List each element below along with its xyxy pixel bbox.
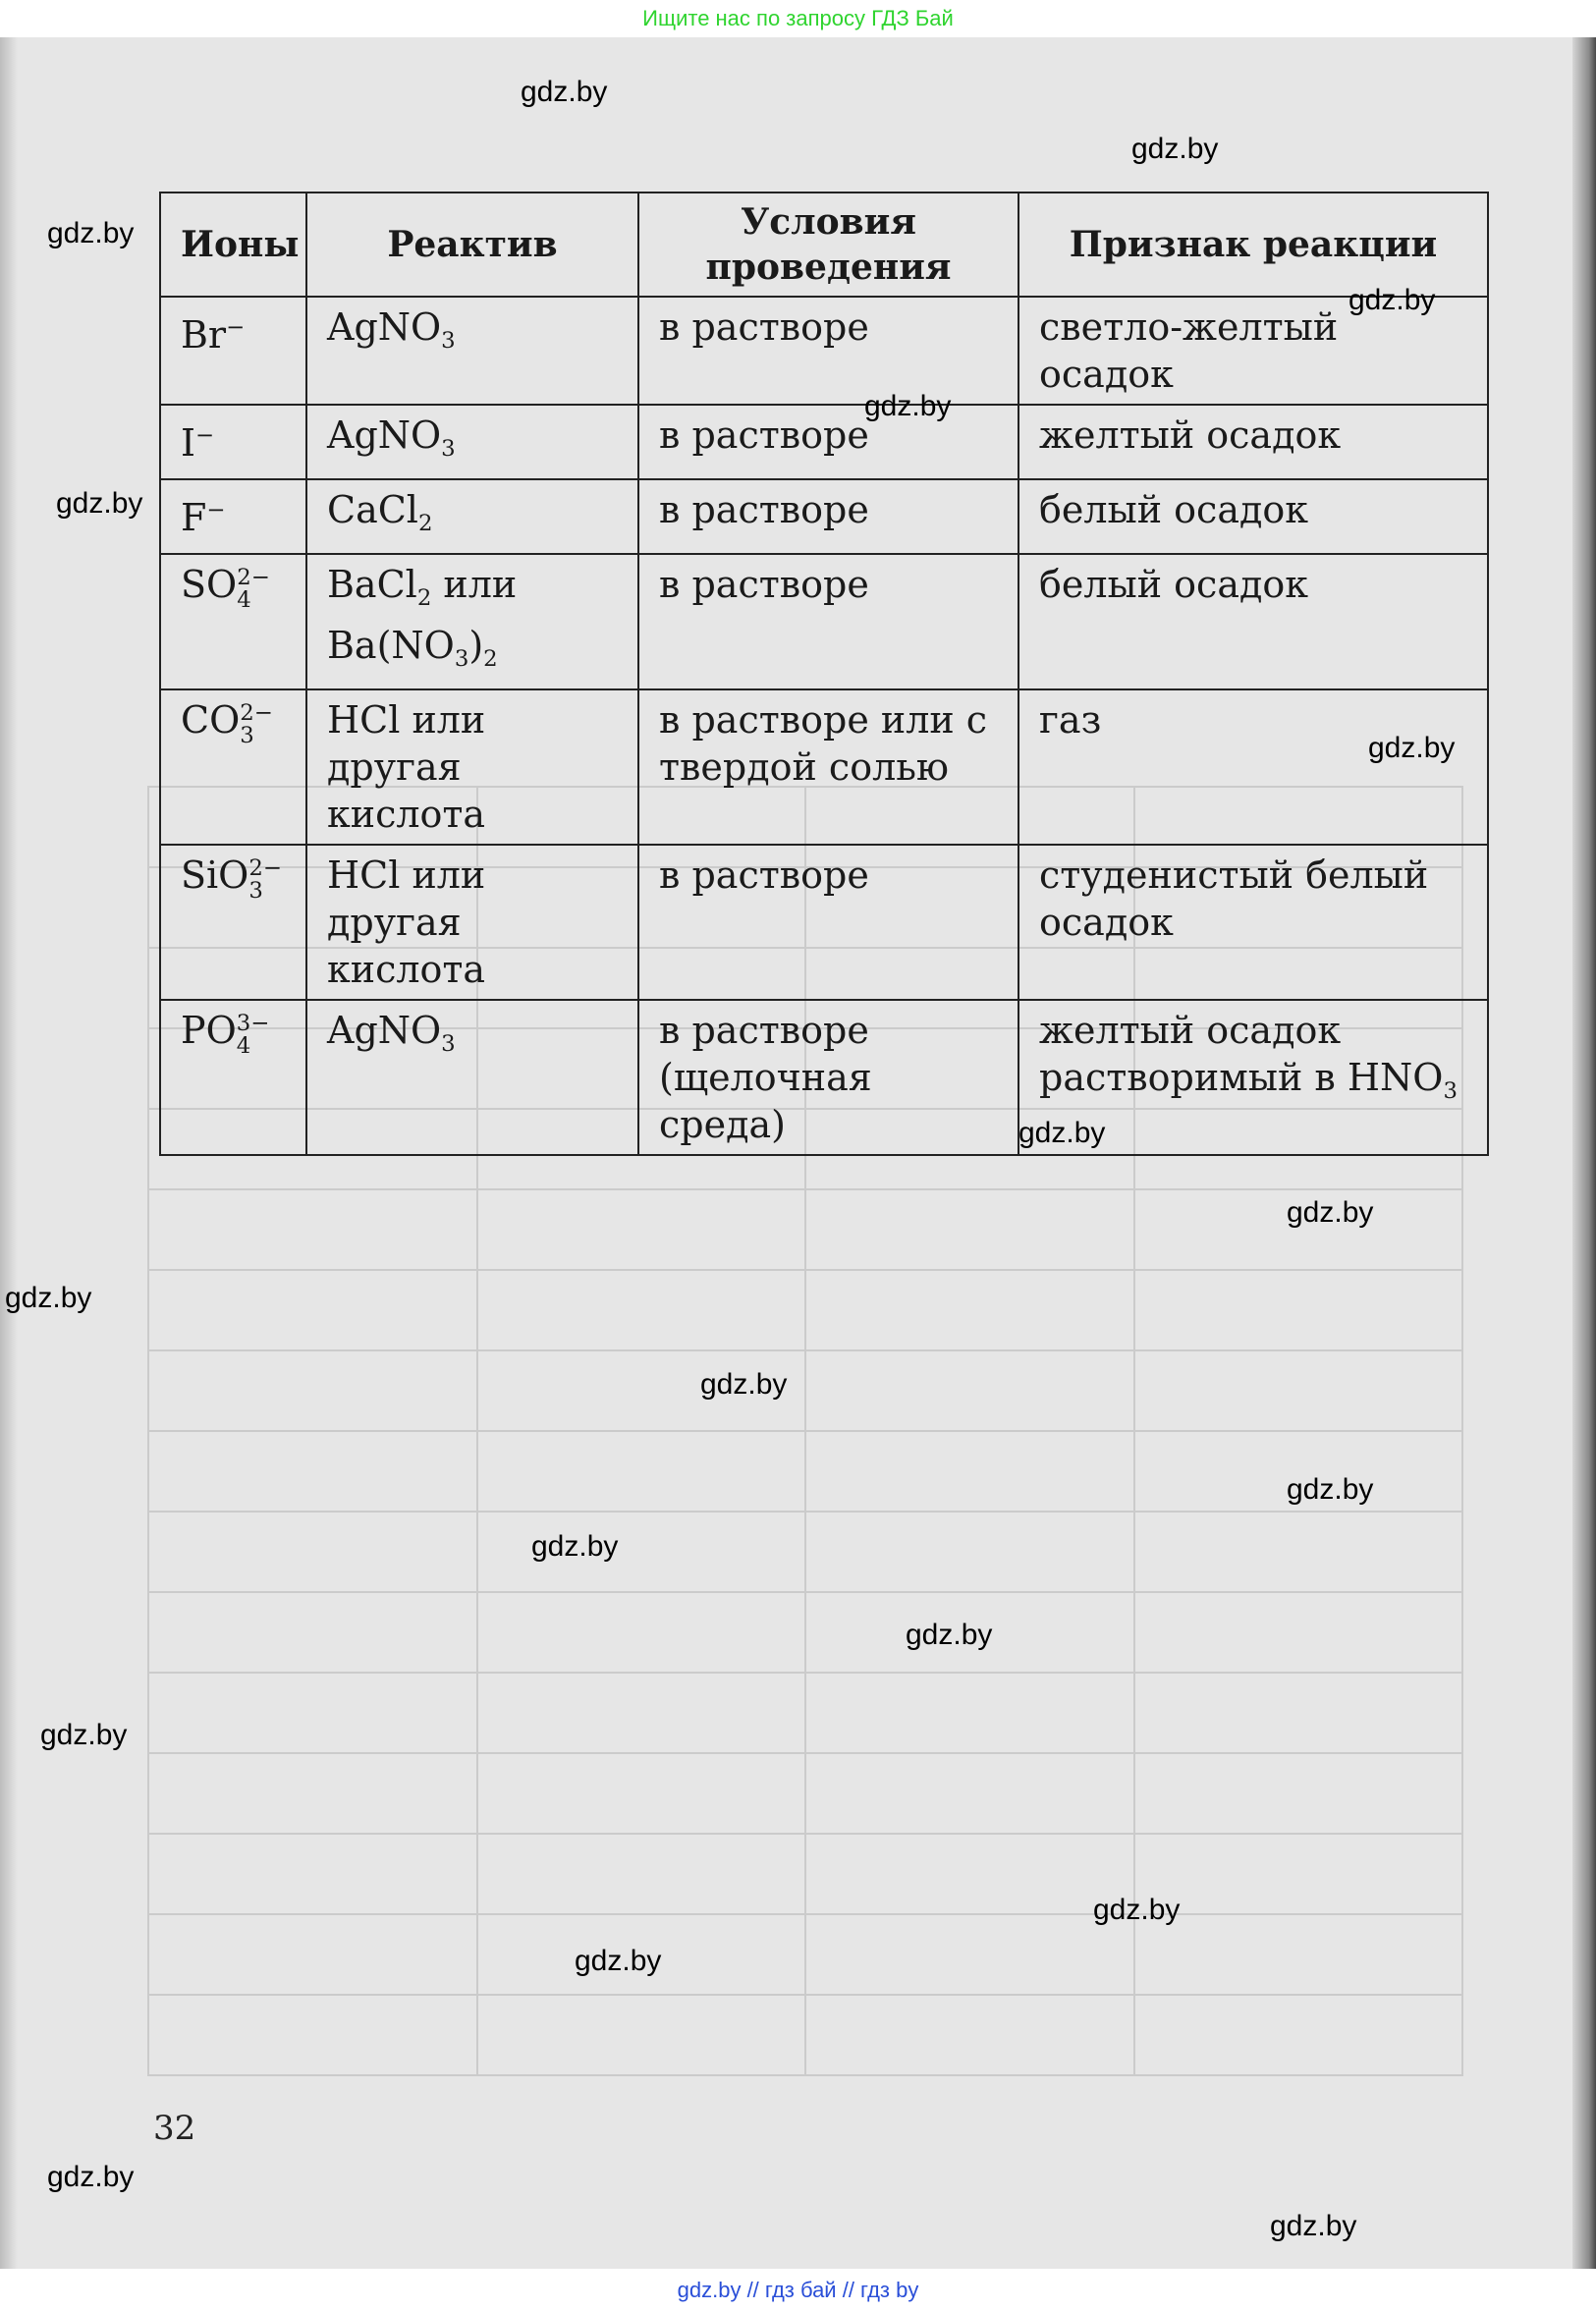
reaction-sign-text: светло-желтый осадок <box>1039 305 1339 396</box>
reaction-sign-text: желтый осадок <box>1039 413 1342 457</box>
table-row <box>160 845 1488 1000</box>
ion-formula: SiO <box>181 853 249 897</box>
ion-index: 3 <box>248 878 263 905</box>
reagent-text: AgNO <box>327 1008 442 1052</box>
reaction-sign-cell <box>1018 554 1488 689</box>
reagent-index: 2 <box>483 645 498 672</box>
page-number: 32 <box>153 2109 196 2148</box>
watermark: gdz.by <box>864 390 952 422</box>
ion-cell <box>160 554 306 689</box>
watermark: gdz.by <box>906 1619 993 1651</box>
ion-index: 3 <box>240 723 254 749</box>
watermark: gdz.by <box>1287 1473 1374 1506</box>
reagent-cell <box>306 689 638 845</box>
reagent-text: AgNO <box>327 413 442 457</box>
reagent-index: 2 <box>417 510 433 536</box>
ion-cell <box>160 405 306 479</box>
reagent-index: 2 <box>416 584 432 611</box>
watermark: gdz.by <box>40 1719 128 1751</box>
ion-cell <box>160 297 306 405</box>
header-ions: Ионы <box>160 193 306 297</box>
reagent-text: HCl или другая кислота <box>327 697 486 836</box>
table-row <box>160 1000 1488 1155</box>
ion-cell <box>160 689 306 845</box>
conditions-cell: в растворе или с твердой солью <box>638 689 1018 845</box>
table-row <box>160 479 1488 554</box>
top-banner: Ищите нас по запросу ГДЗ Бай <box>0 0 1596 37</box>
reagent-cell <box>306 297 638 405</box>
reaction-sign-text: желтый осадок растворимый в HNO <box>1039 1008 1444 1099</box>
watermark: gdz.by <box>1131 133 1219 165</box>
table-header-row <box>160 193 1488 297</box>
reagent-index: 3 <box>441 1030 456 1057</box>
reagent-text: ) <box>468 623 484 667</box>
watermark: gdz.by <box>1018 1117 1106 1149</box>
table-row <box>160 554 1488 689</box>
ion-charge: − <box>206 496 226 523</box>
reagent-text: CaCl <box>327 487 418 531</box>
reagent-index: 3 <box>441 435 456 462</box>
watermark: gdz.by <box>1287 1196 1374 1229</box>
watermark: gdz.by <box>47 2161 135 2193</box>
reaction-sign-text: студенистый белый осадок <box>1039 853 1429 944</box>
watermark: gdz.by <box>575 1945 662 1977</box>
conditions-cell: в растворе <box>638 297 1018 405</box>
ion-formula: F <box>181 495 207 539</box>
reagent-cell <box>306 405 638 479</box>
qualitative-reactions-table <box>159 192 1489 1156</box>
watermark: gdz.by <box>1368 732 1456 764</box>
table-row <box>160 405 1488 479</box>
watermark: gdz.by <box>56 487 143 520</box>
reaction-sign-cell <box>1018 689 1488 845</box>
reagent-text: BaCl <box>327 562 417 606</box>
reagent-text: HCl или другая кислота <box>327 853 486 991</box>
header-sign: Признак реакции <box>1018 193 1488 297</box>
ion-formula: Br <box>181 312 227 357</box>
reagent-cell <box>306 479 638 554</box>
watermark: gdz.by <box>1348 284 1436 316</box>
reaction-sign-cell <box>1018 845 1488 1000</box>
watermark: gdz.by <box>521 76 608 108</box>
reagent-text: или Ba(NO <box>327 562 518 667</box>
conditions-cell: в растворе (щелочная среда) <box>638 1000 1018 1155</box>
reaction-sign-text: газ <box>1039 697 1102 742</box>
reagent-cell <box>306 554 638 689</box>
table-row <box>160 689 1488 845</box>
table-row <box>160 297 1488 405</box>
ion-formula: SO <box>181 562 238 606</box>
ion-charge: − <box>195 422 215 448</box>
conditions-cell: в растворе <box>638 845 1018 1000</box>
reaction-sign-index: 3 <box>1443 1077 1458 1104</box>
ion-formula: I <box>181 420 196 465</box>
reaction-sign-cell <box>1018 479 1488 554</box>
reagent-cell <box>306 1000 638 1155</box>
watermark: gdz.by <box>47 217 135 249</box>
reaction-sign-text: белый осадок <box>1039 562 1308 606</box>
ion-charge: 2− <box>237 565 270 591</box>
reagent-index: 3 <box>441 327 456 354</box>
reagent-text: AgNO <box>327 305 442 349</box>
header-reagent: Реактив <box>306 193 638 297</box>
ion-charge: 3− <box>236 1011 270 1037</box>
ion-index: 4 <box>237 587 251 614</box>
conditions-cell: в растворе <box>638 405 1018 479</box>
conditions-cell: в растворе <box>638 554 1018 689</box>
watermark: gdz.by <box>1093 1894 1181 1926</box>
ion-index: 4 <box>236 1033 251 1060</box>
reaction-sign-cell <box>1018 405 1488 479</box>
reagent-cell <box>306 845 638 1000</box>
bottom-banner: gdz.by // гдз бай // гдз by <box>0 2269 1596 2311</box>
ion-charge: − <box>226 314 246 340</box>
conditions-cell: в растворе <box>638 479 1018 554</box>
watermark: gdz.by <box>531 1530 619 1563</box>
watermark: gdz.by <box>700 1368 788 1401</box>
ion-cell <box>160 1000 306 1155</box>
ion-charge: 2− <box>240 700 273 727</box>
watermark: gdz.by <box>5 1282 92 1314</box>
header-conditions: Условия проведения <box>638 193 1018 297</box>
ion-cell <box>160 845 306 1000</box>
ion-cell <box>160 479 306 554</box>
ion-formula: PO <box>181 1008 237 1052</box>
page-left-shadow <box>0 37 18 2269</box>
reaction-sign-text: белый осадок <box>1039 487 1308 531</box>
ion-formula: CO <box>181 697 241 742</box>
reagent-index: 3 <box>454 645 469 672</box>
page-right-shadow <box>1572 37 1596 2269</box>
ion-charge: 2− <box>248 855 282 882</box>
watermark: gdz.by <box>1270 2210 1357 2242</box>
